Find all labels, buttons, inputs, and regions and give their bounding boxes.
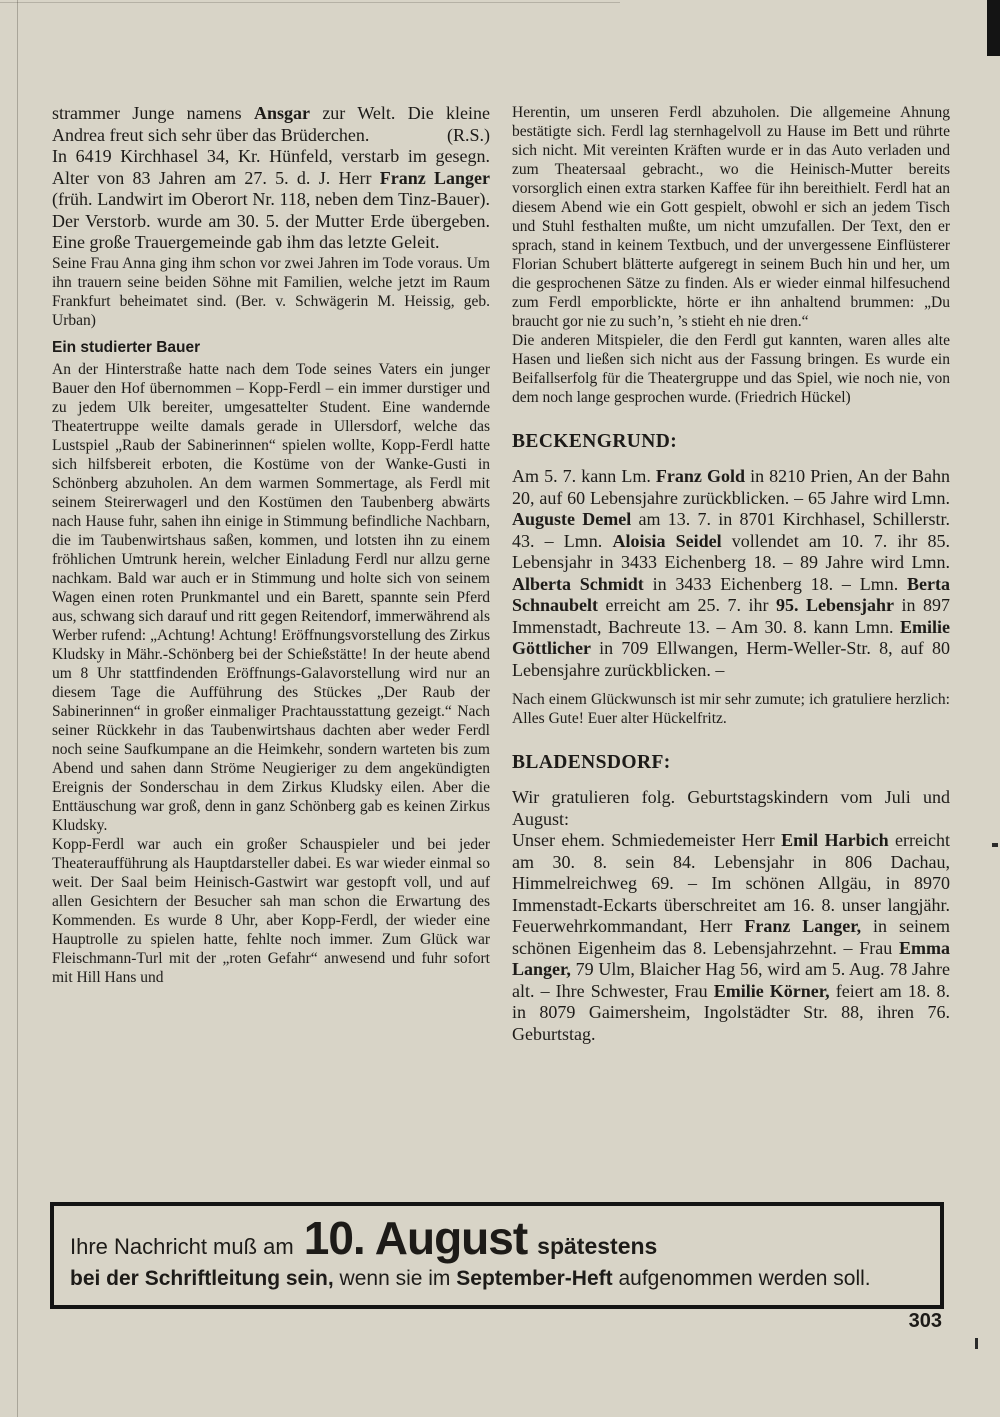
notice-deadline-date: 10. August: [303, 1212, 528, 1264]
paragraph: Seine Frau Anna ging ihm schon vor zwei Jahren im Tode voraus. Um ihn trauern seine beiden Söhne mit Familien, welche jetzt im Raum Frankfurt beheimatet sind. (Ber. v. Schwägerin M. Heissig, geb. Urban): [52, 254, 490, 329]
page-number: 303: [908, 1310, 942, 1332]
notice-text-post: spätestens: [537, 1233, 658, 1259]
scan-artifact-edge-mark: [992, 843, 998, 847]
deadline-notice-box: [50, 1202, 944, 1309]
section-heading: Ein studierter Bauer: [52, 338, 201, 356]
paragraph: Nach einem Glückwunsch ist mir sehr zumute; ich gratuliere herzlich: Alles Gute! Euer alter Hückelfritz.: [512, 691, 950, 727]
scan-artifact-edge-mark: [975, 1338, 978, 1349]
section-heading: BECKENGRUND:: [512, 431, 678, 452]
paragraph: Am 5. 7. kann Lm. Franz Gold in 8210 Prien, An der Bahn 20, auf 60 Lebensjahre zurückblicken. – 65 Jahre wird Lmn. Auguste Demel am 13. 7. in 8701 Kirchhasel, Schillerstr. 43. – Lmn. Aloisia Seidel vollendet am 10. 7. ihr 85. Lebensjahr in 3433 Eichenberg 18. – 89 Jahre wird Lmn. Alberta Schmidt in 3433 Eichenberg 18. – Lmn. Berta Schnaubelt erreicht am 25. 7. ihr 95. Lebensjahr in 897 Immenstadt, Bachreute 13. – Am 30. 8. kann Lmn. Emilie Göttlicher in 709 Ellwangen, Herm-Weller-Str. 8, auf 80 Lebensjahre zurückblicken. –: [512, 466, 951, 680]
notice-line-2: bei der Schriftleitung sein, wenn sie im September-Heft aufgenommen werden soll.: [70, 1267, 871, 1291]
paragraph: In 6419 Kirchhasel 34, Kr. Hünfeld, verstarb im gesegn. Alter von 83 Jahren am 27. 5. d. J. Herr Franz Langer (früh. Landwirt im Oberort Nr. 118, neben dem Tinz-Bauer). Der Verstorb. wurde am 30. 5. der Mutter Erde übergeben. Eine große Trauergemeinde gab ihm das letzte Geleit.: [52, 146, 490, 252]
paragraph: An der Hinterstraße hatte nach dem Tode seines Vaters ein junger Bauer den Hof übernommen – Kopp-Ferdl – ein immer durstiger und zu jedem Ulk bereiter, umgesattelter Student. Eine wandernde Theatertruppe weilte damals gerade in Ullersdorf, welche das Lustspiel „Raub der Sabinerinnen“ spielen wollte, Kopp-Ferdl hatte sich hilfsbereit erboten, die Kostüme von der Wanke-Gusti in Schönberg abzuholen. An dem warmen Sommertage, als Ferdl mit seinem Steirerwagerl und den Kostümen den Taubenberg abwärts nach Hause fuhr, sahen ihn einige in Stimmung befindliche Nachbarn, die im Taubenwirtshaus saßen, kommen, und lotsten ihn zu einem fröhlichen Umtrunk herein, welcher Einladung Ferdl nur allzu gerne nachkam. Bald war auch er in Stimmung und holte sich von seinem Wagen einen roten Prunkmantel und ein Barett, spannte sein Pferd aus, schwang sich darauf und ritt gegen Reitendorf, immerwährend als Werber rufend: „Achtung! Achtung! Eröffnungsvorstellung des Zirkus Kludsky in Mähr.-Schönberg bei der Schießstätte! In der heute abend um 8 Uhr stattfindenden Eröffnungs-Galavorstellung wird nur an diesem Tage die Aufführung des Stückes „Der Raub der Sabinerinnen“ in großer einmaliger Prachtausstattung gezeigt.“ Nach seiner Rückkehr in das Taubenwirtshaus dachten aber weder Ferdl noch seine Saufkumpane an die Heimkehr, sondern warteten bis zum Abend und sahen dann Ströme Neugieriger zu dem angekündigten Ereignis der Sonderschau in dem Zirkus Kludsky eilen. Aber die Enttäuschung war groß, denn in ganz Schönberg gab es keinen Zirkus Kludsky.: [52, 360, 490, 834]
left-text-column: [52, 103, 490, 987]
notice-line-1: [70, 1214, 924, 1262]
paragraph: Wir gratulieren folg. Geburtstagskindern vom Juli und August:: [512, 787, 950, 829]
scan-artifact-left-edge-line: [17, 0, 18, 1417]
section-heading: BLADENSDORF:: [512, 752, 671, 773]
paragraph: Unser ehem. Schmiedemeister Herr Emil Harbich erreicht am 30. 8. sein 84. Lebensjahr in 806 Dachau, Himmelreichweg 69. – Im schönen Allgäu, in 8970 Immenstadt-Eckarts überschreitet am 16. 8. unser langjähr. Feuerwehrkommandant, Herr Franz Langer, in seinem schönen Eigenheim das 8. Lebensjahrzehnt. – Frau Emma Langer, 79 Ulm, Blaicher Hag 56, wird am 5. Aug. 78 Jahre alt. – Ihre Schwester, Frau Emilie Körner, feiert am 18. 8. in 8079 Gaimersheim, Ingolstädter Str. 88, ihren 76. Geburtstag.: [512, 830, 951, 1044]
right-text-column: [512, 103, 950, 1045]
paragraph: Die anderen Mitspieler, die den Ferdl gut kannten, waren alles alte Hasen und ließen sich nicht aus der Fassung bringen. Es wurde ein Beifallserfolg für die Theatergruppe und das Spiel, wie noch nie, von dem noch lange gesprochen wurde. (Friedrich Hückel): [512, 332, 950, 406]
scan-artifact-top-edge-line: [0, 2, 620, 3]
paragraph: Herentin, um unseren Ferdl abzuholen. Die allgemeine Ahnung bestätigte sich. Ferdl lag sternhagelvoll zu Hause im Bett und rührte sich nicht. Mit vereinten Kräften wurde er in das Auto verladen und zum Theatersaal gebracht., wo die Heinisch-Mutter bereits vorsorglich einen extra starken Kaffee für ihn bereithielt. Ferdl hat an diesem Abend wie ein Gott gespielt, obwohl er sich an jedem Tisch und Stuhl festhalten mußte, um nicht umzufallen. Der Text, den er sprach, stand in keinem Textbuch, und der unvergessene Einflüsterer Florian Schubert blätterte aufgeregt in seinem Buch hin und her, um die gesprochenen Sätze zu finden. Als er wieder einmal hilfesuchend zum Ferdl emporblickte, hörte er ihn anhaltend brummen: „Du braucht gor nie zu such’n, ’s stieht eh nie dren.“: [512, 104, 950, 330]
scan-artifact-corner-bar: [987, 0, 1000, 56]
paragraph: Kopp-Ferdl war auch ein großer Schauspieler und bei jeder Theateraufführung als Hauptdarsteller dabei. Es war wieder einmal so weit. Der Saal beim Heinisch-Gastwirt war gestopft voll, und auf allen Gesichtern der Besucher sah man schon die Erwartung des Kommenden. Es wurde 8 Uhr, aber Kopp-Ferdl, der wieder eine Hauptrolle zu spielen hatte, fehlte noch immer. Zum Glück war Fleischmann-Turl mit der „roten Gefahr“ anwesend und fuhr sofort mit Hill Hans und: [52, 835, 490, 986]
notice-text-pre: Ihre Nachricht muß am: [70, 1234, 294, 1259]
byline-initials: (R.S.): [446, 124, 490, 145]
paragraph: strammer Junge namens Ansgar zur Welt. Die kleine Andrea freut sich sehr über das Brüderchen. (R.S.): [52, 103, 490, 145]
